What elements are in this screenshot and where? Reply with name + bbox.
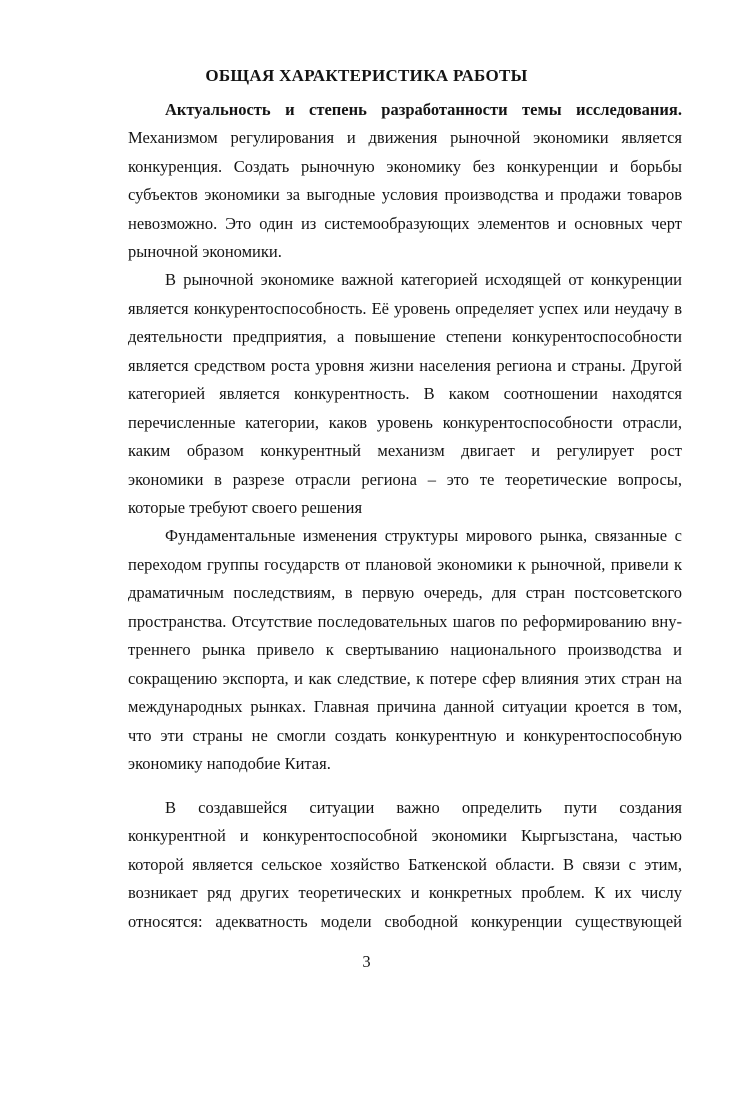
page-number: 3 [362,952,371,971]
text-line: что эти страны не смогли создать конкурентную и конкурентоспособную [128,726,682,745]
text-line: переходом группы государств от плановой экономики к рыночной, привели к [128,555,682,574]
text-line: относятся: адекватность модели свободной конкуренции существующей [128,912,682,931]
text-line: перечисленные категории, каков уровень конкурентоспособности отрасли, [128,413,682,432]
section-heading: Актуальность и степень разработанности темы исследования. [165,100,682,119]
text-line: Механизмом регулирования и движения рыночной экономики является [128,128,682,147]
text-line: невозможно. Это один из системообразующих элементов и основных черт [128,214,682,233]
text-line: В рыночной экономике важной категорией исходящей от конкуренции [165,270,682,289]
text-line: международных рынках. Главная причина данной ситуации кроется в том, [128,697,682,716]
text-line: рыночной экономики. [128,242,282,261]
text-line: деятельности предприятия, а повышение степени конкурентоспособности [128,327,682,346]
text-line: драматичным последствиям, в первую очередь, для стран постсоветского [128,583,682,602]
text-line: категорией является конкурентность. В каком соотношении находятся [128,384,682,403]
text-line: субъектов экономики за выгодные условия производства и продажи товаров [128,185,682,204]
text-line: является средством роста уровня жизни населения региона и страны. Другой [128,356,682,375]
text-line: треннего рынка привело к свертыванию национального производства и [128,640,682,659]
page-title: ОБЩАЯ ХАРАКТЕРИСТИКА РАБОТЫ [205,66,528,85]
text-line: конкуренция. Создать рыночную экономику без конкуренции и борьбы [128,157,682,176]
text-line: В создавшейся ситуации важно определить пути создания [165,798,682,817]
text-line: является конкурентоспособность. Её уровень определяет успех или неудачу в [128,299,682,318]
text-line: которой является сельское хозяйство Баткенской области. В связи с этим, [128,855,682,874]
text-line: каким образом конкурентный механизм двигает и регулирует рост [128,441,682,460]
text-line: возникает ряд других теоретических и конкретных проблем. К их числу [128,883,682,902]
text-line: Фундаментальные изменения структуры мирового рынка, связанные с [165,526,682,545]
text-line: конкурентной и конкурентоспособной экономики Кыргызстана, частью [128,826,682,845]
text-line: которые требуют своего решения [128,498,363,517]
text-line: пространства. Отсутствие последовательных шагов по реформированию вну- [128,612,682,631]
text-line: экономики в разрезе отрасли региона – это те теоретические вопросы, [128,470,682,489]
text-line: сокращению экспорта, и как следствие, к потере сфер влияния этих стран на [128,669,682,688]
text-line: экономику наподобие Китая. [128,754,331,773]
